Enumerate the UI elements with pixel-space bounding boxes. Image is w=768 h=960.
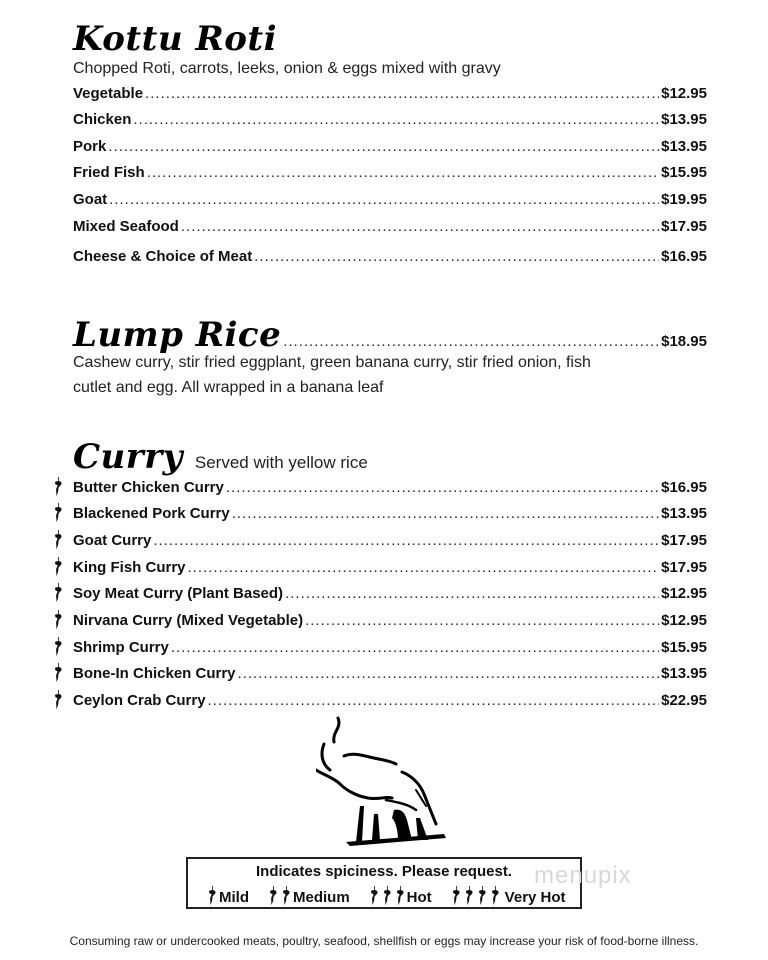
dot-leader (285, 585, 659, 602)
menu-item-cheese-choice-meat (73, 248, 707, 268)
chili-pepper-icon (489, 886, 501, 906)
item-name: Butter Chicken Curry (73, 479, 224, 496)
item-price: $12.95 (661, 612, 707, 629)
chili-pepper-icon (206, 886, 218, 906)
menu-item-nirvana-curry (73, 612, 707, 632)
menu-item-chicken (73, 111, 707, 131)
item-name: Nirvana Curry (Mixed Vegetable) (73, 612, 304, 629)
item-name: Goat (73, 191, 108, 208)
lump-rice-price: $18.95 (661, 333, 707, 350)
menu-item-blackened-pork-curry (73, 505, 707, 525)
item-price: $22.95 (661, 692, 707, 709)
chili-pepper-icon (52, 690, 64, 710)
kottu-roti-description: Chopped Roti, carrots, leeks, onion & eggs mixed with gravy (73, 60, 501, 77)
item-price: $17.95 (661, 559, 707, 576)
dot-leader (232, 505, 659, 522)
chili-pepper-icon (52, 663, 64, 683)
item-name: Mixed Seafood (73, 218, 179, 235)
item-name: Goat Curry (73, 532, 152, 549)
dot-leader (188, 559, 660, 576)
menu-item-vegetable (73, 85, 707, 105)
item-price: $13.95 (661, 665, 707, 682)
menu-item-goat-curry (73, 532, 707, 552)
watermark: menupix (534, 862, 632, 889)
item-name: Soy Meat Curry (Plant Based) (73, 585, 284, 602)
legend-hot (368, 886, 432, 906)
dot-leader (145, 85, 659, 102)
menu-item-king-fish-curry (73, 559, 707, 579)
item-name: Vegetable (73, 85, 144, 102)
chili-pepper-icon (52, 530, 64, 550)
chili-pepper-icon (368, 886, 380, 906)
item-price: $13.95 (661, 111, 707, 128)
item-name: Cheese & Choice of Meat (73, 248, 253, 265)
lump-rice-description-line1: Cashew curry, stir fried eggplant, green banana curry, stir fried onion, fish (73, 354, 591, 371)
legend-label: Hot (406, 889, 432, 906)
chili-pepper-icon (52, 610, 64, 630)
item-name: Blackened Pork Curry (73, 505, 230, 522)
item-name: Chicken (73, 111, 132, 128)
menu-item-mixed-seafood (73, 218, 707, 238)
menu-item-butter-chicken-curry (73, 479, 707, 499)
item-name: Ceylon Crab Curry (73, 692, 206, 709)
chili-pepper-icon (280, 886, 292, 906)
dot-leader (108, 138, 659, 155)
chili-pepper-icon (381, 886, 393, 906)
dot-leader (147, 164, 659, 181)
dot-leader (254, 248, 659, 265)
menu-item-fried-fish (73, 164, 707, 184)
chili-pepper-icon (52, 503, 64, 523)
item-price: $13.95 (661, 505, 707, 522)
item-price: $12.95 (661, 85, 707, 102)
menu-item-bone-in-chicken-curry (73, 665, 707, 685)
item-price: $15.95 (661, 639, 707, 656)
item-price: $17.95 (661, 218, 707, 235)
menu-item-ceylon-crab-curry (73, 692, 707, 712)
legend-title: Indicates spiciness. Please request. (256, 863, 512, 880)
item-price: $13.95 (661, 138, 707, 155)
menu-item-soy-meat-curry (73, 585, 707, 605)
item-price: $19.95 (661, 191, 707, 208)
curry-header (73, 437, 368, 477)
item-price: $12.95 (661, 585, 707, 602)
menu-item-pork (73, 138, 707, 158)
item-price: $16.95 (661, 479, 707, 496)
item-price: $15.95 (661, 164, 707, 181)
legend-levels (206, 886, 566, 906)
legend-label: Very Hot (504, 889, 566, 906)
lump-rice-title: Lump Rice (73, 315, 282, 355)
item-name: King Fish Curry (73, 559, 186, 576)
item-name: Pork (73, 138, 107, 155)
food-safety-disclaimer: Consuming raw or undercooked meats, poultry, seafood, shellfish or eggs may increase your risk of food-borne illness. (69, 934, 699, 948)
chili-pepper-icon (450, 886, 462, 906)
dot-leader (133, 111, 659, 128)
menu-item-shrimp-curry (73, 639, 707, 659)
kottu-roti-title: Kottu Roti (73, 19, 278, 59)
item-name: Bone-In Chicken Curry (73, 665, 236, 682)
dot-leader (153, 532, 659, 549)
curry-subtitle: Served with yellow rice (194, 453, 368, 472)
legend-mild (206, 886, 249, 906)
legend-medium (267, 886, 350, 906)
dot-leader (109, 191, 659, 208)
chili-pepper-icon (476, 886, 488, 906)
legend-label: Medium (293, 889, 350, 906)
item-name: Fried Fish (73, 164, 145, 181)
chili-pepper-icon (463, 886, 475, 906)
curry-title: Curry (73, 437, 183, 477)
menu-item-goat (73, 191, 707, 211)
dot-leader (238, 665, 660, 682)
item-price: $16.95 (661, 248, 707, 265)
chili-pepper-icon (52, 477, 64, 497)
lump-rice-header (73, 315, 707, 355)
dot-leader (283, 333, 659, 350)
chili-pepper-icon (394, 886, 406, 906)
item-price: $17.95 (661, 532, 707, 549)
dot-leader (181, 218, 659, 235)
dot-leader (208, 692, 660, 709)
dot-leader (226, 479, 659, 496)
lump-rice-description-line2: cutlet and egg. All wrapped in a banana leaf (73, 379, 384, 396)
dot-leader (305, 612, 659, 629)
chili-pepper-icon (52, 583, 64, 603)
chili-pepper-icon (267, 886, 279, 906)
chili-pepper-icon (52, 557, 64, 577)
spiciness-legend (186, 857, 582, 909)
chili-pepper-icon (52, 637, 64, 657)
elephant-icon (316, 714, 456, 850)
item-name: Shrimp Curry (73, 639, 169, 656)
dot-leader (171, 639, 659, 656)
legend-label: Mild (219, 889, 249, 906)
